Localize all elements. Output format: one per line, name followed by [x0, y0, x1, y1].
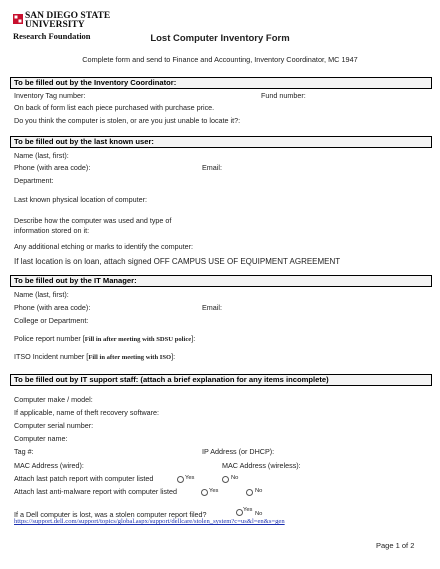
- itso-incident-hint: Fill in after meeting with ISO: [88, 354, 172, 361]
- mac-wireless-field[interactable]: MAC Address (wireless):: [222, 461, 301, 470]
- itso-incident-prefix: ITSO Incident number [: [14, 352, 89, 361]
- stolen-question-field[interactable]: Do you think the computer is stolen, or are you just unable to locate it?:: [14, 116, 241, 125]
- police-report-prefix: Police report number [: [14, 334, 85, 343]
- user-name-field[interactable]: Name (last, first):: [14, 151, 69, 160]
- computer-usage-label-line1: Describe how the computer was used and type of: [14, 216, 172, 225]
- piece-list-instruction: On back of form list each piece purchased with purchase price.: [14, 103, 215, 112]
- section-header-it-manager: [10, 275, 432, 287]
- etching-field[interactable]: Any additional etching or marks to identify the computer:: [14, 242, 193, 251]
- police-report-field[interactable]: [14, 334, 195, 343]
- itso-incident-field[interactable]: [14, 352, 175, 361]
- patch-report-yes-radio[interactable]: [177, 476, 184, 483]
- serial-number-field[interactable]: Computer serial number:: [14, 421, 94, 430]
- section-heading-it-manager: To be filled out by the IT Manager:: [14, 276, 137, 285]
- make-model-field[interactable]: Computer make / model:: [14, 395, 93, 404]
- college-department-field[interactable]: College or Department:: [14, 316, 89, 325]
- patch-report-label: Attach last patch report with computer listed: [14, 474, 154, 483]
- manager-name-field[interactable]: Name (last, first):: [14, 290, 69, 299]
- theft-software-field[interactable]: If applicable, name of theft recovery software:: [14, 408, 160, 417]
- section-header-it-support: [10, 374, 432, 386]
- section-heading-inventory: To be filled out by the Inventory Coordinator:: [14, 78, 177, 87]
- page-title: Lost Computer Inventory Form: [150, 33, 290, 44]
- ip-address-field[interactable]: IP Address (or DHCP):: [202, 447, 275, 456]
- antimalware-no-label: No: [255, 488, 263, 494]
- antimalware-report-label: Attach last anti-malware report with computer listed: [14, 487, 177, 496]
- antimalware-yes-label: Yes: [209, 488, 219, 494]
- sdsu-logo-icon: [13, 14, 23, 24]
- org-name-line1: SAN DIEGO STATE: [25, 11, 111, 21]
- itso-incident-suffix: ]:: [171, 352, 176, 361]
- section-heading-it-support: To be filled out by IT support staff: (attach a brief explanation for any items incomplete): [14, 375, 329, 384]
- mac-wired-field[interactable]: MAC Address (wired):: [14, 461, 84, 470]
- page-number: Page 1 of 2: [376, 541, 415, 550]
- dell-report-yes-radio[interactable]: [236, 509, 243, 516]
- user-department-field[interactable]: Department:: [14, 176, 54, 185]
- antimalware-yes-radio[interactable]: [201, 489, 208, 496]
- dell-report-question: If a Dell computer is lost, was a stolen computer report filed?: [14, 510, 207, 519]
- inventory-tag-field[interactable]: Inventory Tag number:: [14, 91, 86, 100]
- loan-agreement-note: If last location is on loan, attach signed OFF CAMPUS USE OF EQUIPMENT AGREEMENT: [14, 257, 341, 266]
- section-heading-user: To be filled out by the last known user:: [14, 137, 154, 146]
- last-location-field[interactable]: Last known physical location of computer:: [14, 195, 148, 204]
- police-report-hint: Fill in after meeting with SDSU police: [84, 336, 192, 343]
- police-report-suffix: ]:: [191, 334, 196, 343]
- org-name-line3: Research Foundation: [13, 31, 91, 41]
- dell-report-yes-label: Yes: [243, 507, 253, 513]
- manager-email-field[interactable]: Email:: [202, 303, 222, 312]
- fund-number-field[interactable]: Fund number:: [261, 91, 306, 100]
- patch-report-no-radio[interactable]: [222, 476, 229, 483]
- section-header-user: [10, 136, 432, 148]
- patch-report-yes-label: Yes: [185, 475, 195, 481]
- manager-phone-field[interactable]: Phone (with area code):: [14, 303, 91, 312]
- section-header-inventory: [10, 77, 432, 89]
- tag-number-field[interactable]: Tag #:: [14, 447, 34, 456]
- dell-stolen-system-link[interactable]: https://support.dell.com/support/topics/global.aspx/support/dellcare/stolen_system?c=us&l=en&s=gen: [14, 518, 285, 525]
- org-name-line2: UNIVERSITY: [25, 20, 85, 30]
- dell-report-no-label: No: [255, 511, 263, 517]
- patch-report-no-label: No: [231, 475, 239, 481]
- computer-usage-field[interactable]: information stored on it:: [14, 226, 90, 235]
- computer-name-field[interactable]: Computer name:: [14, 434, 68, 443]
- page-subtitle: Complete form and send to Finance and Accounting, Inventory Coordinator, MC 1947: [82, 55, 358, 64]
- user-email-field[interactable]: Email:: [202, 163, 222, 172]
- user-phone-field[interactable]: Phone (with area code):: [14, 163, 91, 172]
- antimalware-no-radio[interactable]: [246, 489, 253, 496]
